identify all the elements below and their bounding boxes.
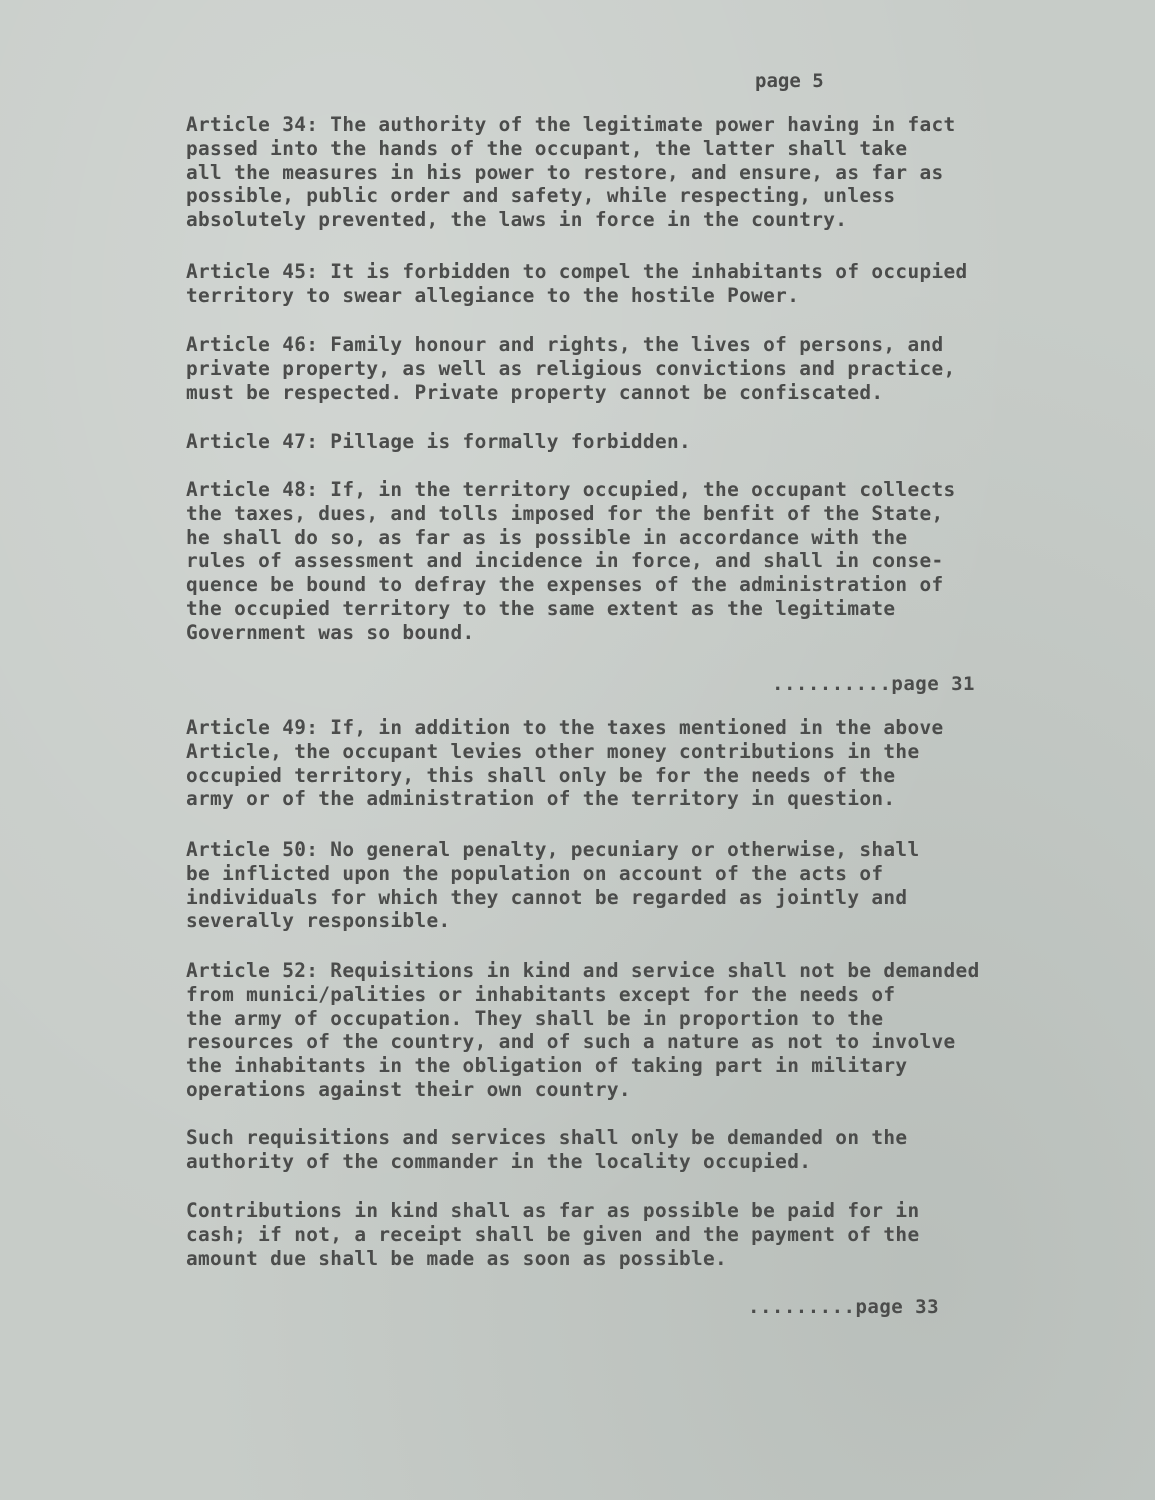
text-line: from munici/palities or inhabitants except for the needs of (186, 982, 896, 1006)
page-reference: ..........page 31 (772, 673, 975, 695)
article-52-paragraph (186, 959, 980, 1102)
article-48-paragraph (186, 478, 956, 645)
text-line: Article 34: The authority of the legitimate power having in fact (186, 113, 956, 136)
text-line: passed into the hands of the occupant, the latter shall take (186, 136, 908, 160)
text-line: territory to swear allegiance to the hostile Power. (186, 283, 800, 307)
text-line: rules of assessment and incidence in force, and shall in conse- (186, 549, 944, 573)
text-line: all the measures in his power to restore, and ensure, as far as (186, 160, 944, 184)
article-47-paragraph (186, 430, 691, 454)
text-line: Article 47: Pillage is formally forbidden. (186, 430, 692, 453)
text-line: Government was so bound. (186, 620, 475, 644)
page-number: page 5 (755, 70, 824, 92)
requisitions-paragraph (186, 1126, 907, 1174)
text-line: the occupied territory to the same extent as the legitimate (186, 596, 896, 620)
article-50-paragraph (186, 838, 919, 933)
article-34-paragraph (186, 113, 956, 232)
text-line: Article 49: If, in addition to the taxes mentioned in the above (186, 716, 944, 739)
text-line: severally responsible. (186, 909, 451, 933)
text-line: he shall do so, as far as is possible in accordance with the (186, 525, 908, 549)
text-line: resources of the country, and of such a nature as not to involve (186, 1030, 956, 1054)
text-line: Article 45: It is forbidden to compel the inhabitants of occupied (186, 260, 968, 283)
text-line: Article 46: Family honour and rights, the lives of persons, and (186, 333, 944, 356)
text-line: Such requisitions and services shall only be demanded on the (186, 1126, 908, 1149)
text-line: cash; if not, a receipt shall be given and the payment of the (186, 1222, 920, 1246)
article-46-paragraph (186, 333, 956, 404)
text-line: the army of occupation. They shall be in proportion to the (186, 1006, 884, 1030)
text-line: operations against their own country. (186, 1077, 631, 1101)
text-line: Contributions in kind shall as far as possible be paid for in (186, 1199, 920, 1222)
text-line: army or of the administration of the territory in question. (186, 787, 896, 811)
text-line: quence be bound to defray the expenses of the administration of (186, 573, 944, 597)
text-line: amount due shall be made as soon as possible. (186, 1246, 728, 1270)
text-line: Article 50: No general penalty, pecuniary or otherwise, shall (186, 838, 920, 861)
text-line: absolutely prevented, the laws in force in the country. (186, 208, 848, 232)
text-line: must be respected. Private property cannot be confiscated. (186, 380, 884, 404)
page-reference: .........page 33 (748, 1296, 940, 1318)
text-line: Article 52: Requisitions in kind and service shall not be demanded (186, 959, 980, 982)
text-line: the inhabitants in the obligation of taking part in military (186, 1054, 908, 1078)
article-49-paragraph (186, 716, 944, 811)
text-line: individuals for which they cannot be regarded as jointly and (186, 885, 908, 909)
text-line: Article, the occupant levies other money contributions in the (186, 739, 920, 763)
contributions-paragraph (186, 1199, 919, 1270)
text-line: the taxes, dues, and tolls imposed for the benfit of the State, (186, 501, 944, 525)
text-line: Article 48: If, in the territory occupied, the occupant collects (186, 478, 956, 501)
text-line: occupied territory, this shall only be for the needs of the (186, 763, 896, 787)
text-line: possible, public order and safety, while respecting, unless (186, 184, 896, 208)
text-line: private property, as well as religious convictions and practice, (186, 356, 956, 380)
text-line: be inflicted upon the population on account of the acts of (186, 861, 884, 885)
text-line: authority of the commander in the locality occupied. (186, 1149, 812, 1173)
article-45-paragraph (186, 260, 968, 308)
